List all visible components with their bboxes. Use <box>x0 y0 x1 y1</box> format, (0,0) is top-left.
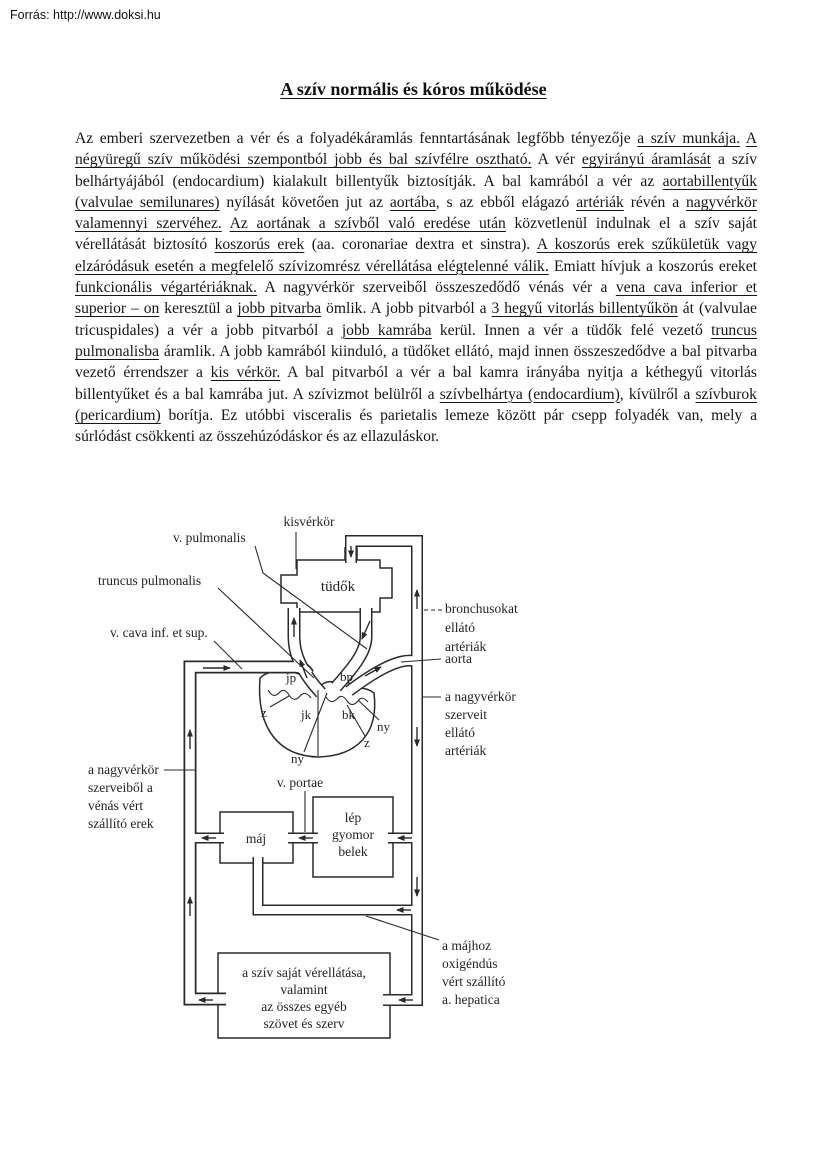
underlined-text-segment: szívburok (pericardium) <box>75 385 757 424</box>
label-right-ventricle: jk <box>301 707 312 722</box>
underlined-text-segment: artériák <box>576 193 624 211</box>
text-segment: A vér <box>531 151 582 169</box>
underlined-text-segment: funkcionális végartériáknak. <box>75 279 258 297</box>
underlined-text-segment: egyirányú áramlását <box>581 151 711 169</box>
text-segment: keresztül a <box>159 300 238 318</box>
underlined-text-segment: Az aortának a szívből való eredése után <box>229 215 506 233</box>
hepatica-leader <box>366 916 439 940</box>
underlined-text-segment: A négyüregű szív működési szempontból jobb és bal szívfélre osztható. <box>75 130 757 169</box>
label-left-atrium: bp <box>340 669 353 684</box>
text-segment: kerül. Innen a vér a tüdők felé vezető <box>431 321 712 339</box>
underlined-text-segment: koszorús erek <box>214 236 305 254</box>
text-segment: révén a <box>623 193 686 211</box>
label-hepatica-1: a májhoz <box>442 938 492 953</box>
label-valve-closed-right: z <box>364 735 370 750</box>
label-valve-open-bottom: ny <box>291 751 304 766</box>
label-v-portae: v. portae <box>276 775 324 790</box>
text-segment: (aa. coronariae dextra et sinstra). <box>304 236 537 254</box>
text-segment: a szív belhártyájából (endocardium) kialakult billentyűk biztosítják. A bal kamrából a vér az <box>75 151 757 190</box>
underlined-text-segment: nagyvérkör valamennyi szervéhez. <box>75 193 758 233</box>
label-bronchial-1: bronchusokat <box>445 601 518 616</box>
label-venous-left-4: szállító erek <box>88 816 154 831</box>
underlined-text-segment: 3 hegyű vitorlás billentyűkön <box>491 300 678 318</box>
label-v-cava: v. cava inf. et sup. <box>110 625 208 640</box>
label-spleen-3: belek <box>338 844 368 859</box>
text-segment: , kívülről a <box>619 385 696 403</box>
underlined-text-segment: jobb kamrába <box>341 321 432 339</box>
source-header: Forrás: http://www.doksi.hu <box>10 8 161 22</box>
text-segment: Az emberi szervezetben a vér és a folyadékáramlás fenntartásának legfőbb tényezője <box>75 130 638 147</box>
text-segment: nyílását követően jut az <box>219 193 390 211</box>
label-systemic-4: artériák <box>445 743 487 758</box>
underlined-text-segment: jobb pitvarba <box>237 300 322 318</box>
underlined-text-segment: A koszorús erek szűkületük vagy elzáródásuk esetén a megfelelő szívizomrész vérellátása elégtelenné válik. <box>75 236 757 275</box>
label-tissues-3: az összes egyéb <box>261 999 347 1014</box>
underlined-text-segment: a szív munkája. <box>637 130 741 147</box>
underlined-text-segment: truncus pulmonalisba <box>75 321 757 360</box>
label-left-ventricle: bk <box>342 707 355 722</box>
label-valve-open-right: ny <box>377 719 390 734</box>
label-hepatica-4: a. hepatica <box>442 992 500 1007</box>
label-systemic-2: szerveit <box>445 707 487 722</box>
label-liver: máj <box>245 831 267 846</box>
label-venous-left-1: a nagyvérkör <box>88 762 159 777</box>
underlined-text-segment: szívbelhártya (endocardium) <box>439 385 620 403</box>
text-segment: közvetlenül indulnak el a szív saját vérellátását biztosító <box>75 215 758 254</box>
label-hepatica-2: oxigéndús <box>442 956 498 971</box>
underlined-text-segment: aortába <box>389 193 436 211</box>
label-hepatica-3: vért szállító <box>442 974 506 989</box>
label-bronchial-2: ellátó <box>445 620 475 635</box>
label-aorta: aorta <box>445 651 472 666</box>
text-segment: Emiatt hívjuk a koszorús ereket <box>548 257 757 275</box>
label-tissues-1: a szív saját vérellátása, <box>242 965 366 980</box>
text-segment: borítja. Ez utóbbi visceralis és parietalis lemeze között pár csepp folyadék van, mely a súrlódást csökkenti az összehúzódáskor és az ellazuláskor. <box>75 406 757 446</box>
label-truncus-pulmonalis: truncus pulmonalis <box>98 573 202 588</box>
page-title: A szív normális és kóros működése <box>280 79 547 99</box>
label-valve-closed-left: z <box>261 705 267 720</box>
underlined-text-segment: kis vérkör. <box>210 364 281 382</box>
text-segment: A bal pitvarból a vér a bal kamra irányába nyitja a kéthegyű vitorlás billentyűket és a bal kamrába jut. A szívizmot belülről a <box>75 364 757 403</box>
label-right-atrium: jp <box>286 670 297 685</box>
label-spleen-2: gyomor <box>332 827 374 842</box>
text-segment: áramlik. A jobb kamrából kiinduló, a tüdőket ellátó, majd innen összeszedődve a bal pitvarba vezető érrendszer a <box>75 342 757 382</box>
label-v-pulmonalis: v. pulmonalis <box>173 530 246 545</box>
text-segment: át (valvulae tricuspidales) a vér a jobb pitvarból a <box>75 300 757 339</box>
text-segment: ömlik. A jobb pitvarból a <box>321 300 492 318</box>
label-venous-left-2: szerveiből a <box>88 780 153 795</box>
underlined-text-segment: vena cava inferior et superior – on <box>75 279 757 318</box>
text-segment: , s az ebből elágazó <box>435 193 577 211</box>
label-tissues-4: szövet és szerv <box>263 1016 345 1031</box>
label-tissues-2: valamint <box>280 982 328 997</box>
flow-arrows <box>190 546 417 1000</box>
label-systemic-3: ellátó <box>445 725 475 740</box>
label-spleen-1: lép <box>344 810 362 825</box>
underlined-text-segment: aortabillentyűk (valvulae semilunares) <box>75 172 757 211</box>
label-lungs: tüdők <box>320 579 356 595</box>
label-kisverkor: kisvérkör <box>283 514 335 529</box>
label-systemic-1: a nagyvérkör <box>445 689 516 704</box>
label-venous-left-3: vénás vért <box>88 798 144 813</box>
label-bronchial-3: artériák <box>445 639 487 654</box>
text-segment: A nagyvérkör szerveiből összeszedődő vénás vér a <box>257 279 616 297</box>
